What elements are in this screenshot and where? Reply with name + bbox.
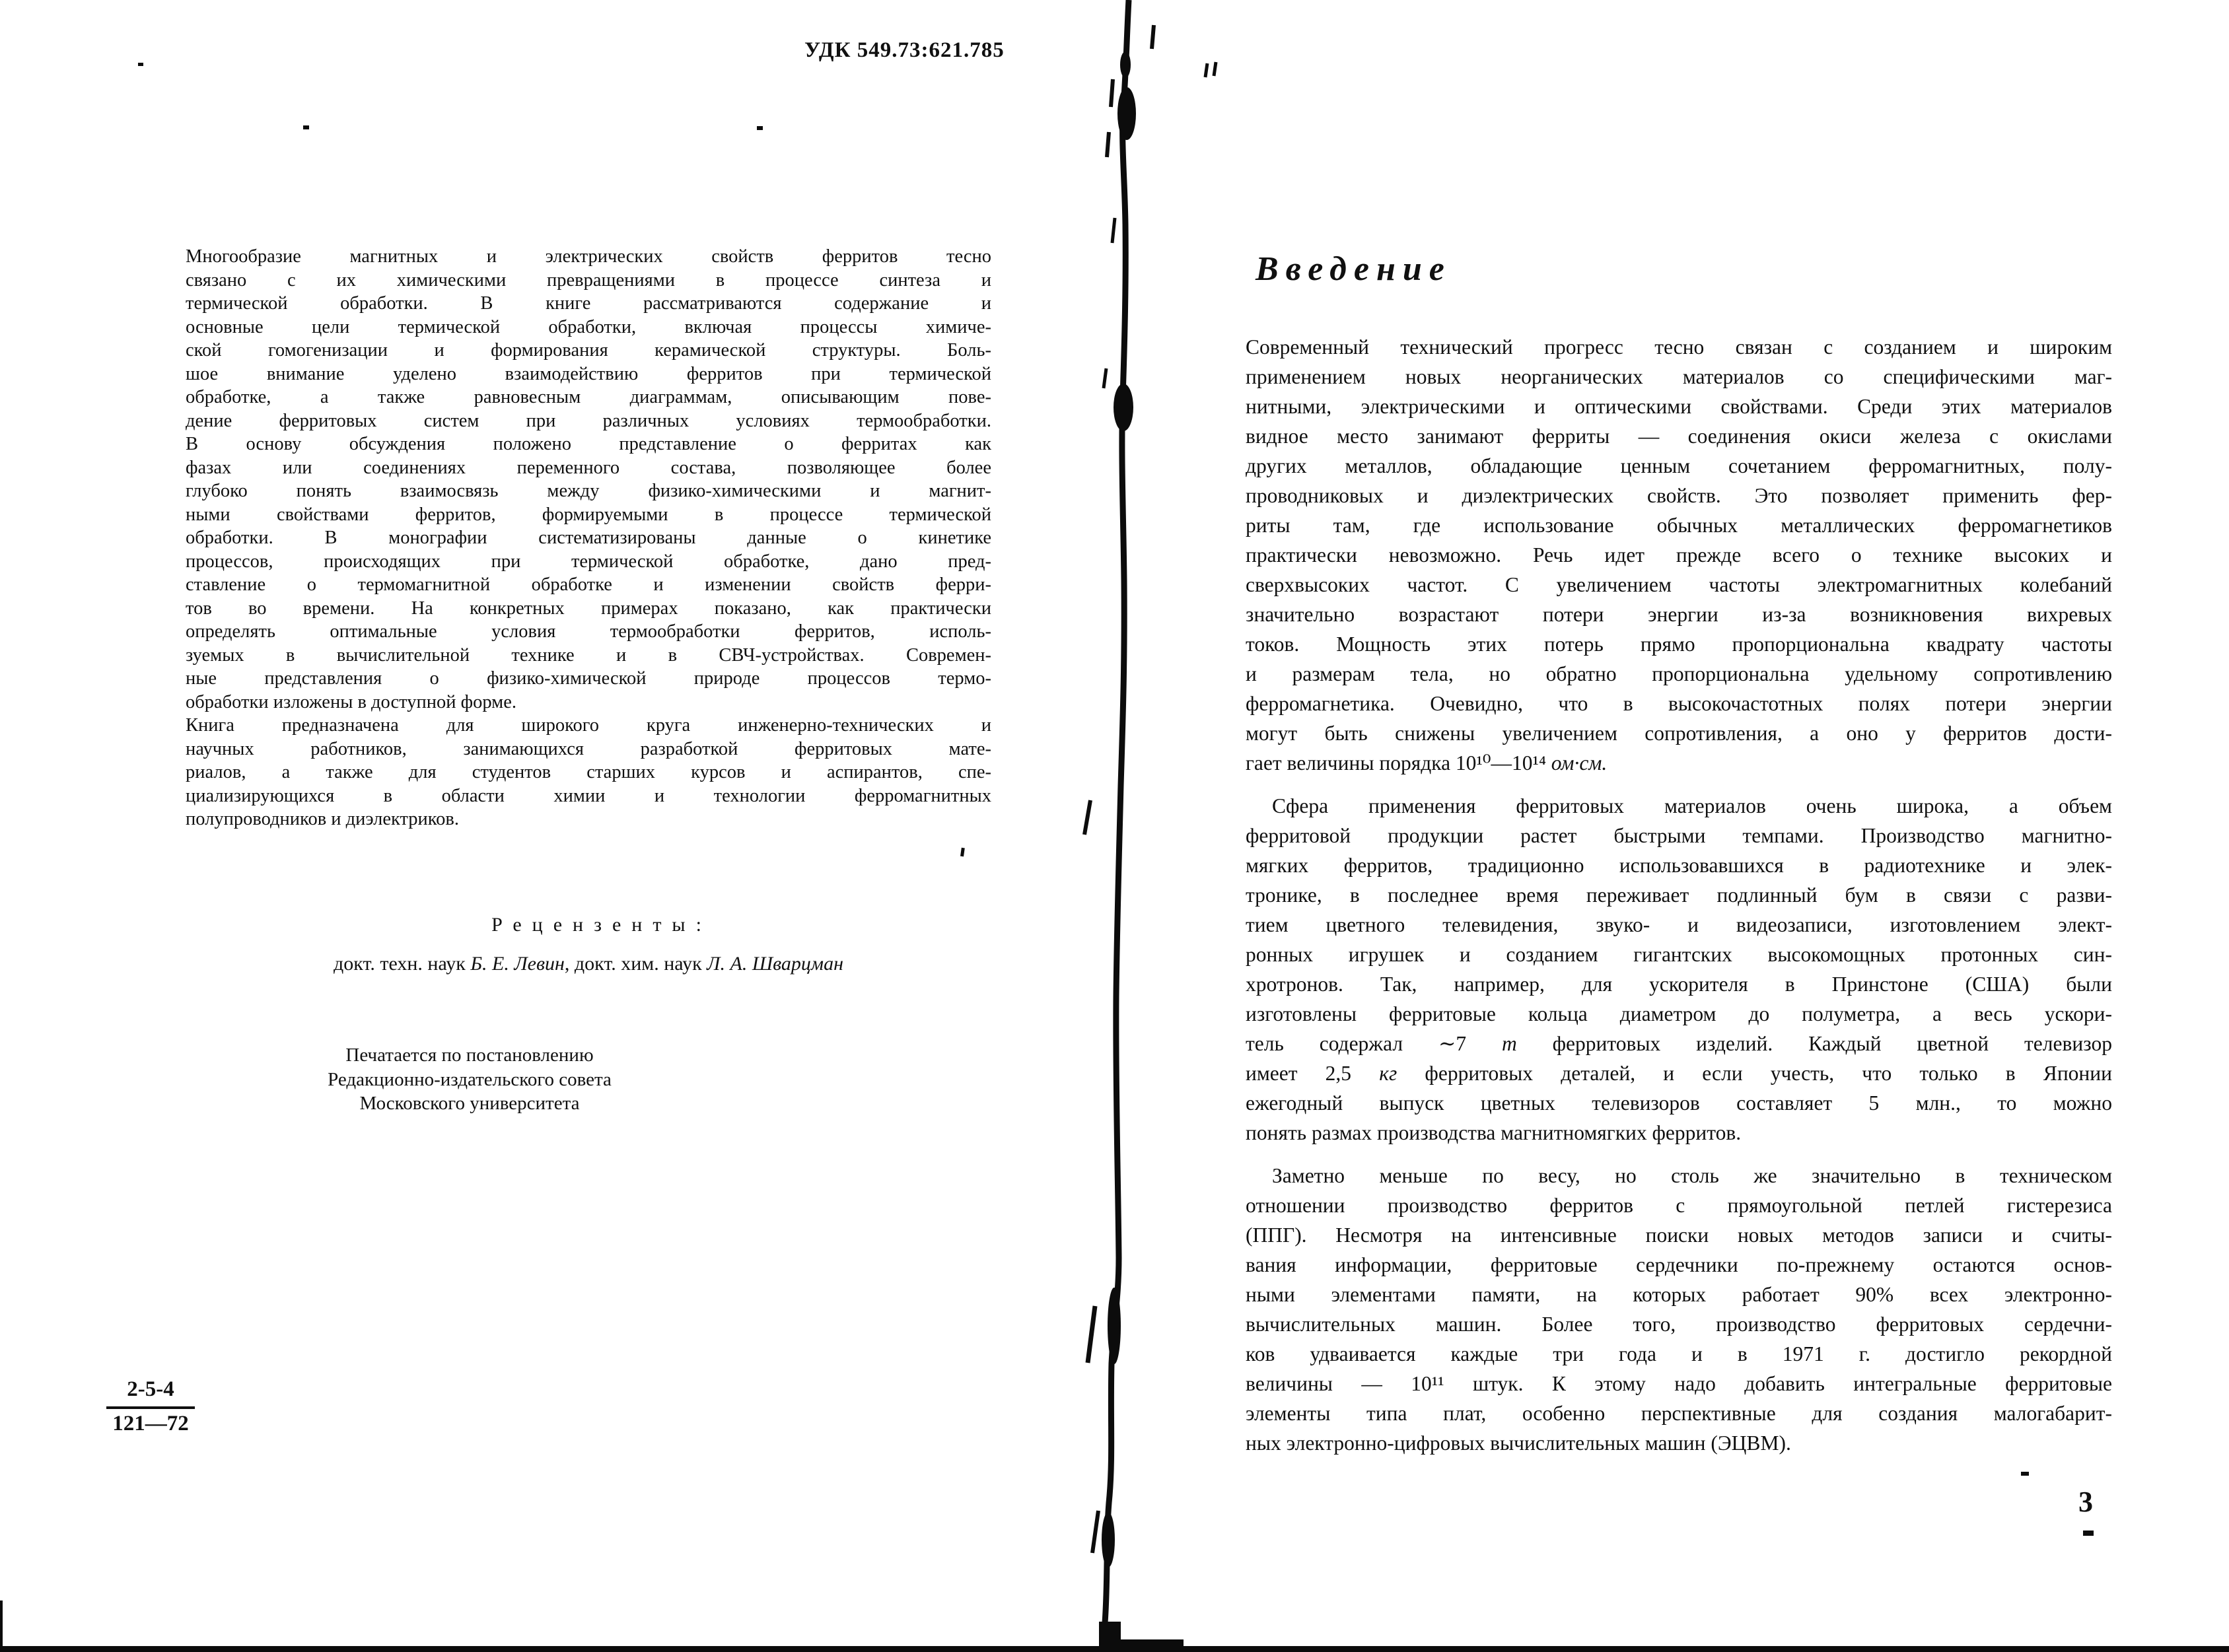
text-line: основные цели термической обработки, включая процессы химиче- [186,316,991,337]
text-line: ные представления о физико-химической природе процессов термо- [186,668,991,689]
text-line: фазах или соединениях переменного состава, позволяющее более [186,457,991,478]
text-line: понять размах производства магнитномягких ферритов. [1246,1121,1742,1144]
text-line: Печатается по постановлению [345,1045,594,1066]
text-line: ных электронно-цифровых вычислительных машин (ЭЦВМ). [1246,1431,1791,1455]
imprint-block [186,1043,754,1116]
text-line: практически невозможно. Речь идет прежде всего о технике высоких и [1246,543,2112,567]
text-line: процессов, происходящих при термической обработке, дано пред- [186,551,991,572]
text-line: Многообразие магнитных и электрических свойств ферритов тесно [186,246,991,267]
text-line: обработке, а также равновесным диаграммам, описывающим пове- [186,387,991,407]
text-line: других металлов, обладающие ценным сочетанием ферромагнитных, полу- [1246,454,2112,477]
text-line: ферритовой продукции растет быстрыми темпами. Производство магнитно- [1246,824,2112,847]
text-line: тронике, в последнее время переживает подлинный бум в связи с разви- [1246,883,2112,907]
text-line: ской гомогенизации и формирования керамической структуры. Боль- [186,340,991,361]
text-line: связано с их химическими превращениями в процессе синтеза и [186,269,991,291]
text-line: применением новых неорганических материалов со специфическими маг- [1246,365,2112,388]
text-line [1246,1029,2112,1058]
text-segment: ферритовых изделий. Каждый цветной телевизор [1516,1032,2112,1055]
text-line: значительно возрастают потери энергии из-за возникновения вихревых [1246,603,2112,626]
text-line: риты там, где использование обычных металлических ферромагнетиков [1246,514,2112,537]
text-line: термической обработки. В книге рассматриваются содержание и [186,293,991,314]
text-line [1246,1161,2112,1190]
chapter-heading: Введение [1256,250,1452,288]
text-line: ронных игрушек и созданием гигантских высокомощных протонных син- [1246,943,2112,966]
text-line: полупроводников и диэлектриков. [186,809,460,829]
introduction-paragraph-1 [1246,332,2112,778]
text-line: и размерам тела, но обратно пропорциональна удельному сопротивлению [1246,662,2112,685]
text-line: Московского университета [359,1093,580,1114]
text-line: ставление о термомагнитной обработке и изменении свойств ферри- [186,574,991,595]
text-line: вычислительных машин. Более того, производство ферритовых сердечни- [1246,1313,2112,1336]
text-line: Современный технический прогресс тесно связан с созданием и широким [1246,335,2112,359]
binding-seam-line [1105,0,1129,1623]
text-line: ными свойствами ферритов, формируемыми в процессе термической [186,504,991,525]
annotation-block [186,245,991,831]
page-number: 3 [2078,1486,2093,1518]
annotation-paragraph-2 [186,714,991,831]
fraction-rule [106,1406,195,1409]
code-denominator: 121—72 [112,1411,189,1435]
text-line: Книга предназначена для широкого круга инженерно-технических и [186,715,991,736]
italic-text-segment: Б. Е. Левин [470,953,565,975]
text-line: тием цветного телевидения, звуко- и видеозаписи, изготовлением элект- [1246,913,2112,936]
text-line: ферромагнетика. Очевидно, что в высокочастотных полях потери энергии [1246,692,2112,715]
text-segment: гает величины порядка 10¹⁰—10¹⁴ [1246,751,1551,774]
italic-text-segment: ом·см. [1551,751,1608,774]
text-line: проводниковых и диэлектрических свойств. Это позволяет применить фер- [1246,484,2112,507]
text-line: видное место занимают ферриты — соединения окиси железа с окислами [1246,425,2112,448]
text-line: В основу обсуждения положено представление о ферритах как [186,434,991,454]
text-line: обработки изложены в доступной форме. [186,691,516,712]
text-line: научных работников, занимающихся разработкой ферритовых мате- [186,738,991,759]
text-segment: , докт. хим. наук [564,953,707,975]
text-line: шое внимание уделено взаимодействию ферритов при термической [186,363,991,384]
text-line: ков удваивается каждые три года и в 1971 г. достигло рекордной [1246,1342,2112,1365]
text-line: элементы типа плат, особенно перспективные для создания малогабарит- [1246,1402,2112,1425]
annotation-paragraph-1 [186,245,991,714]
text-line: определять оптимальные условия термообработки ферритов, исполь- [186,621,991,642]
text-segment: Сфера применения ферритовых материалов очень широка, а объем [1272,794,2112,817]
text-line: отношении производство ферритов с прямоугольной петлей гистерезиса [1246,1194,2112,1217]
text-line: циализирующихся в области химии и технологии ферромагнитных [186,785,991,806]
text-segment: ферритовых деталей, и если учесть, что только в Японии [1397,1062,2112,1085]
text-line: сверхвысоких частот. С увеличением частоты электромагнитных колебаний [1246,573,2112,596]
text-line: мягких ферритов, традиционно использовавшихся в радиотехнике и элек- [1246,854,2112,877]
text-line [186,951,991,977]
text-line: хротронов. Так, например, для ускорителя в Принстоне (США) были [1246,973,2112,996]
text-line [1246,748,2112,778]
text-line: изготовлены ферритовые кольца диаметром до полуметра, а весь ускори- [1246,1002,2112,1025]
introduction-paragraph-3 [1246,1161,2112,1458]
text-line: обработки. В монографии систематизированы данные о кинетике [186,528,991,548]
italic-text-segment: Л. А. Шварцман [707,953,843,975]
text-line: зуемых в вычислительной технике и в СВЧ-устройствах. Современ- [186,644,991,666]
text-segment: докт. техн. наук [334,953,471,975]
text-line: риалов, а также для студентов старших курсов и аспирантов, спе- [186,762,991,782]
book-order-code [106,1377,195,1437]
italic-text-segment: кг [1379,1062,1398,1085]
udk-classification-number: УДК 549.73:621.785 [804,38,1005,62]
text-segment: тель содержал ∼7 [1246,1032,1502,1055]
text-line [1246,1058,2112,1088]
text-line [1246,791,2112,821]
text-line: нитными, электрическими и оптическими свойствами. Среди этих материалов [1246,395,2112,418]
text-line: тов во времени. На конкретных примерах показано, как практически [186,598,991,619]
italic-text-segment: т [1501,1032,1517,1055]
text-line: (ППГ). Несмотря на интенсивные поиски новых методов записи и считы- [1246,1223,2112,1247]
reviewers-heading: Рецензенты: [491,914,712,936]
text-line: вания информации, ферритовые сердечники по-прежнему остаются основ- [1246,1253,2112,1276]
text-line: дение ферритовых систем при различных условиях термообработки. [186,410,991,431]
text-line: глубоко понять взаимосвязь между физико-химическими и магнит- [186,481,991,501]
reviewers-names [186,951,991,977]
text-line: токов. Мощность этих потерь прямо пропорциональна квадрату частоты [1246,633,2112,656]
text-line: Редакционно-издательского совета [328,1068,612,1090]
text-segment: Заметно меньше по весу, но столь же значительно в техническом [1272,1164,2112,1187]
introduction-paragraph-2 [1246,791,2112,1148]
text-line: могут быть снижены увеличением сопротивления, а оно у ферритов дости- [1246,722,2112,745]
text-line: ежегодный выпуск цветных телевизоров составляет 5 млн., то можно [1246,1091,2112,1115]
text-line: величины — 10¹¹ штук. К этому надо добавить интегральные ферритовые [1246,1372,2112,1395]
text-line: ными элементами памяти, на которых работает 90% всех электронно- [1246,1283,2112,1306]
text-segment: имеет 2,5 [1246,1062,1380,1085]
code-numerator: 2-5-4 [127,1377,174,1401]
